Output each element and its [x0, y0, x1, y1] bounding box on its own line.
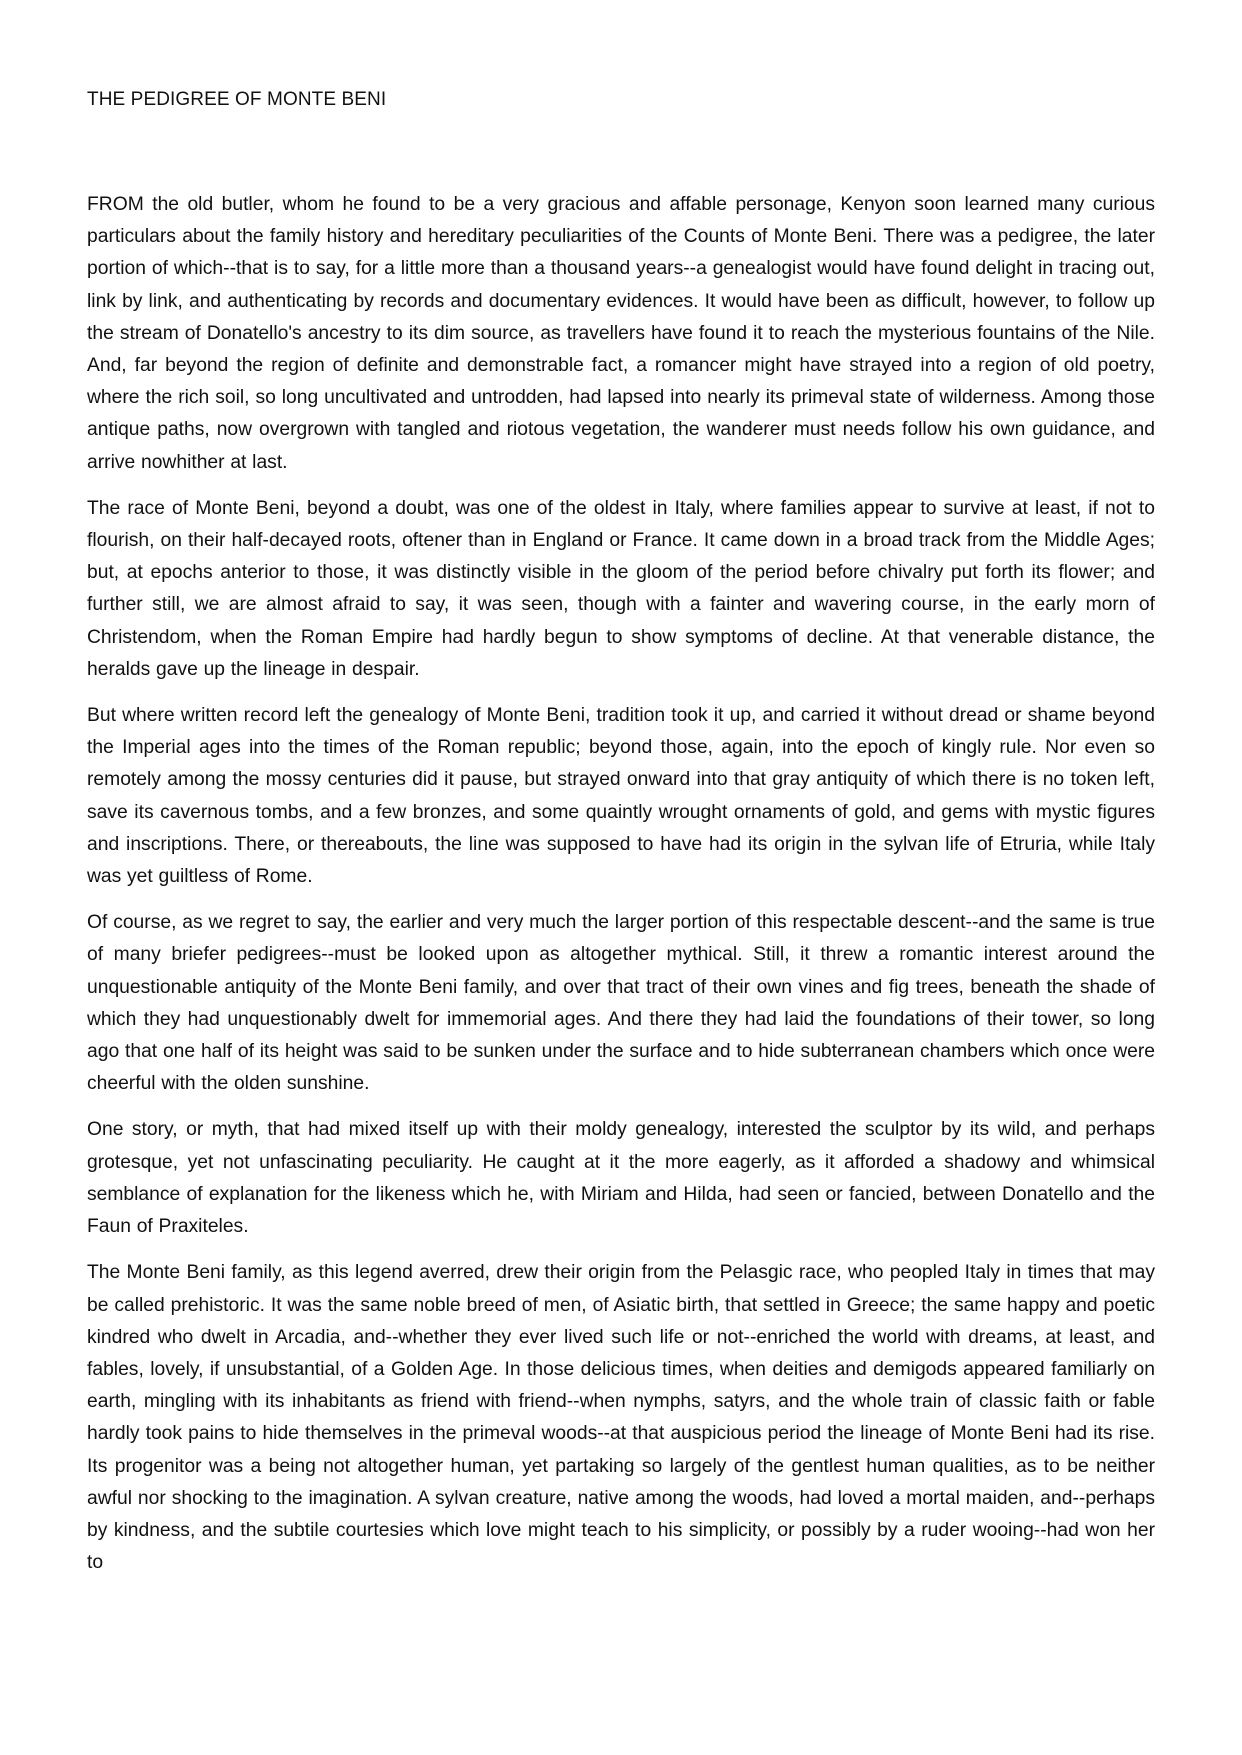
- paragraph: But where written record left the genealogy of Monte Beni, tradition took it up, and carried it without dread or shame beyond the Imperial ages into the times of the Roman republic; beyond those, again, into the epoch of kingly rule. Nor even so remotely among the mossy centuries did it pause, but strayed onward into that gray antiquity of which there is no token left, save its cavernous tombs, and a few bronzes, and some quaintly wrought ornaments of gold, and gems with mystic figures and inscriptions. There, or thereabouts, the line was supposed to have had its origin in the sylvan life of Etruria, while Italy was yet guiltless of Rome.: [87, 705, 1155, 888]
- page-title: THE PEDIGREE OF MONTE BENI: [87, 89, 387, 110]
- document-body: [87, 189, 1155, 1593]
- paragraph: FROM the old butler, whom he found to be a very gracious and affable personage, Kenyon soon learned many curious particulars about the family history and hereditary peculiarities of the Counts of Monte Beni. There was a pedigree, the later portion of which--that is to say, for a little more than a thousand years--a genealogist would have found delight in tracing out, link by link, and authenticating by records and documentary evidences. It would have been as difficult, however, to follow up the stream of Donatello's ancestry to its dim source, as travellers have found it to reach the mysterious fountains of the Nile. And, far beyond the region of definite and demonstrable fact, a romancer might have strayed into a region of old poetry, where the rich soil, so long uncultivated and untrodden, had lapsed into nearly its primeval state of wilderness. Among those antique paths, now overgrown with tangled and riotous vegetation, the wanderer must needs follow his own guidance, and arrive nowhither at last.: [87, 194, 1155, 473]
- paragraph: One story, or myth, that had mixed itself up with their moldy genealogy, interested the sculptor by its wild, and perhaps grotesque, yet not unfascinating peculiarity. He caught at it the more eagerly, as it afforded a shadowy and whimsical semblance of explanation for the likeness which he, with Miriam and Hilda, had seen or fancied, between Donatello and the Faun of Praxiteles.: [87, 1119, 1155, 1238]
- paragraph: The race of Monte Beni, beyond a doubt, was one of the oldest in Italy, where families appear to survive at least, if not to flourish, on their half-decayed roots, oftener than in England or France. It came down in a broad track from the Middle Ages; but, at epochs anterior to those, it was distinctly visible in the gloom of the period before chivalry put forth its flower; and further still, we are almost afraid to say, it was seen, though with a fainter and wavering course, in the early morn of Christendom, when the Roman Empire had hardly begun to show symptoms of decline. At that venerable distance, the heralds gave up the lineage in despair.: [87, 497, 1155, 680]
- document-page: [87, 0, 1155, 1755]
- paragraph: The Monte Beni family, as this legend averred, drew their origin from the Pelasgic race, who peopled Italy in times that may be called prehistoric. It was the same noble breed of men, of Asiatic birth, that settled in Greece; the same happy and poetic kindred who dwelt in Arcadia, and--whether they ever lived such life or not--enriched the world with dreams, at least, and fables, lovely, if unsubstantial, of a Golden Age. In those delicious times, when deities and demigods appeared familiarly on earth, mingling with its inhabitants as friend with friend--when nymphs, satyrs, and the whole train of classic faith or fable hardly took pains to hide themselves in the primeval woods--at that auspicious period the lineage of Monte Beni had its rise. Its progenitor was a being not altogether human, yet partaking so largely of the gentlest human qualities, as to be neither awful nor shocking to the imagination. A sylvan creature, native among the woods, had loved a mortal maiden, and--perhaps by kindness, and the subtile courtesies which love might teach to his simplicity, or possibly by a ruder wooing--had won her to: [87, 1262, 1155, 1574]
- paragraph: Of course, as we regret to say, the earlier and very much the larger portion of this respectable descent--and the same is true of many briefer pedigrees--must be looked upon as altogether mythical. Still, it threw a romantic interest around the unquestionable antiquity of the Monte Beni family, and over that tract of their own vines and fig trees, beneath the shade of which they had unquestionably dwelt for immemorial ages. And there they had laid the foundations of their tower, so long ago that one half of its height was said to be sunken under the surface and to hide subterranean chambers which once were cheerful with the olden sunshine.: [87, 912, 1155, 1095]
